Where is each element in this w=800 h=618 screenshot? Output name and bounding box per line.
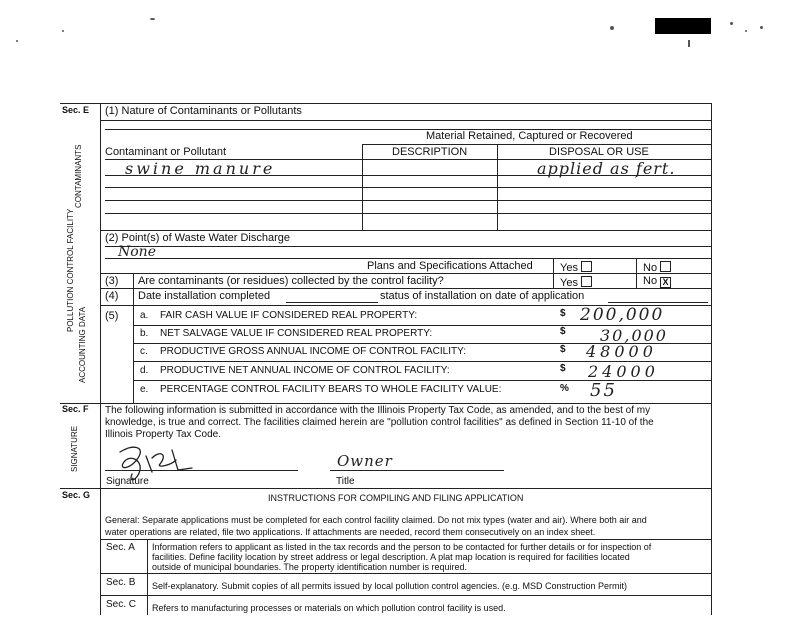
col-disposal: DISPOSAL OR USE: [549, 146, 649, 158]
scan-speck: [62, 30, 64, 32]
item-c-value: 48000: [586, 342, 657, 361]
sec-e-side-label-2: CONTAMINANTS: [74, 144, 83, 208]
item-d-letter: d.: [140, 365, 149, 376]
item-b-letter: b.: [140, 328, 149, 339]
item-a-symbol: $: [560, 308, 566, 319]
q3-text: Are contaminants (or residues) collected by the control facility?: [138, 275, 444, 287]
sec-f-line-1: The following information is submitted in accordance with the Illinois Property Tax Code, as amended, and to the best of my: [105, 405, 651, 416]
title-label: Title: [336, 476, 355, 487]
q3-num: (3): [105, 275, 119, 287]
plans-yes-label: Yes: [560, 262, 578, 274]
col-contaminant: Contaminant or Pollutant: [105, 146, 227, 158]
sec-g-general-2: water operations are related, file two applications. If attachments are needed, record them consecutively on an index sheet.: [105, 527, 596, 537]
item-a-value: 200,000: [580, 305, 665, 325]
sec-e-label: Sec. E: [62, 105, 90, 115]
item-d-value: 24000: [588, 362, 659, 381]
scan-speck: [688, 40, 690, 47]
item-e-text: PERCENTAGE CONTROL FACILITY BEARS TO WHOLE FACILITY VALUE:: [160, 384, 502, 395]
item-e-symbol: %: [560, 383, 569, 394]
q4-text: Date installation completed: [138, 290, 271, 302]
collected-no-checkbox[interactable]: X: [660, 277, 671, 288]
signature-label: Signature: [106, 476, 149, 487]
scan-speck: [745, 30, 747, 32]
scan-speck: [16, 40, 18, 42]
scan-speck: [730, 22, 733, 25]
q2-label: (2) Point(s) of Waste Water Discharge: [105, 232, 291, 244]
redaction-block: [655, 18, 711, 34]
plans-no-label: No: [643, 262, 658, 274]
sec-f-side-label: SIGNATURE: [70, 425, 79, 472]
sec-g-row-c-label: Sec. C: [106, 599, 137, 610]
hand-contaminant: swine manure: [125, 159, 276, 178]
q4-status: status of installation on date of application: [380, 290, 585, 302]
item-e-letter: e.: [140, 384, 149, 395]
sec-g-row-b-label: Sec. B: [106, 577, 136, 588]
sec-g-heading: INSTRUCTIONS FOR COMPILING AND FILING APPLICATION: [268, 493, 524, 503]
collected-yes-checkbox[interactable]: [581, 276, 592, 287]
item-a-text: FAIR CASH VALUE IF CONSIDERED REAL PROPERTY:: [160, 310, 418, 321]
item-e-value: 55: [590, 380, 617, 401]
sec-g-row-b-line-1: Self-explanatory. Submit copies of all permits issued by local pollution control agencies. (e.g. MSD Construction Permit): [152, 581, 628, 591]
item-c-text: PRODUCTIVE GROSS ANNUAL INCOME OF CONTROL FACILITY:: [160, 346, 466, 357]
sec-g-general-1: General: Separate applications must be completed for each control facility claimed. Do not mix types (water and air). Where both air and: [105, 515, 647, 525]
scan-speck: [610, 26, 614, 30]
sec-f-label: Sec. F: [62, 404, 89, 414]
sec-e-side-label-1: POLLUTION CONTROL FACILITY: [66, 208, 75, 332]
q4-num: (4): [105, 290, 119, 302]
q1-label: (1) Nature of Contaminants or Pollutants: [105, 105, 302, 117]
sec-g-row-a-line-3: outside of municipal boundaries. The property identification number is required.: [152, 562, 468, 572]
hand-discharge: None: [118, 244, 156, 260]
sec-g-label: Sec. G: [62, 490, 91, 500]
item-b-symbol: $: [560, 326, 566, 337]
collected-no[interactable]: [643, 276, 671, 288]
hand-disposal: applied as fert.: [537, 159, 676, 178]
collected-yes-label: Yes: [560, 277, 578, 289]
collected-no-label: No: [643, 275, 658, 287]
sec-f-line-2: knowledge, is true and correct. The facilities claimed herein are "pollution control facilities" as defined in Section 11-10 of the: [105, 417, 654, 428]
material-header: Material Retained, Captured or Recovered: [426, 130, 633, 142]
item-d-text: PRODUCTIVE NET ANNUAL INCOME OF CONTROL FACILITY:: [160, 365, 450, 376]
sec-e-side-label-3: ACCOUNTING DATA: [78, 306, 87, 383]
sec-g-row-a-line-1: Information refers to applicant as listed in the tax records and the person to be contacted for further details or for inspection of: [152, 542, 652, 552]
item-a-letter: a.: [140, 310, 149, 321]
item-d-symbol: $: [560, 363, 566, 374]
col-description: DESCRIPTION: [392, 146, 468, 158]
plans-yes-checkbox[interactable]: [581, 261, 592, 272]
item-b-text: NET SALVAGE VALUE IF CONSIDERED REAL PROPERTY:: [160, 328, 433, 339]
scan-speck: [760, 26, 763, 29]
sec-g-row-c-line-1: Refers to manufacturing processes or materials on which pollution control facility is used.: [152, 603, 506, 613]
plans-no-checkbox[interactable]: [660, 261, 671, 272]
q5-num: (5): [105, 310, 119, 322]
sec-f-line-3: Illinois Property Tax Code.: [105, 429, 221, 440]
scan-speck: [150, 18, 155, 20]
item-c-symbol: $: [560, 344, 566, 355]
plans-label: Plans and Specifications Attached: [367, 260, 533, 272]
sec-g-row-a-label: Sec. A: [106, 542, 135, 553]
sec-g-row-a-line-2: facilities. Define facility location by street address or legal description. A plat map location is required for facilities located: [152, 552, 630, 562]
item-b-value: 30,000: [600, 326, 668, 345]
hand-title: Owner: [337, 452, 393, 470]
item-c-letter: c.: [140, 346, 148, 357]
